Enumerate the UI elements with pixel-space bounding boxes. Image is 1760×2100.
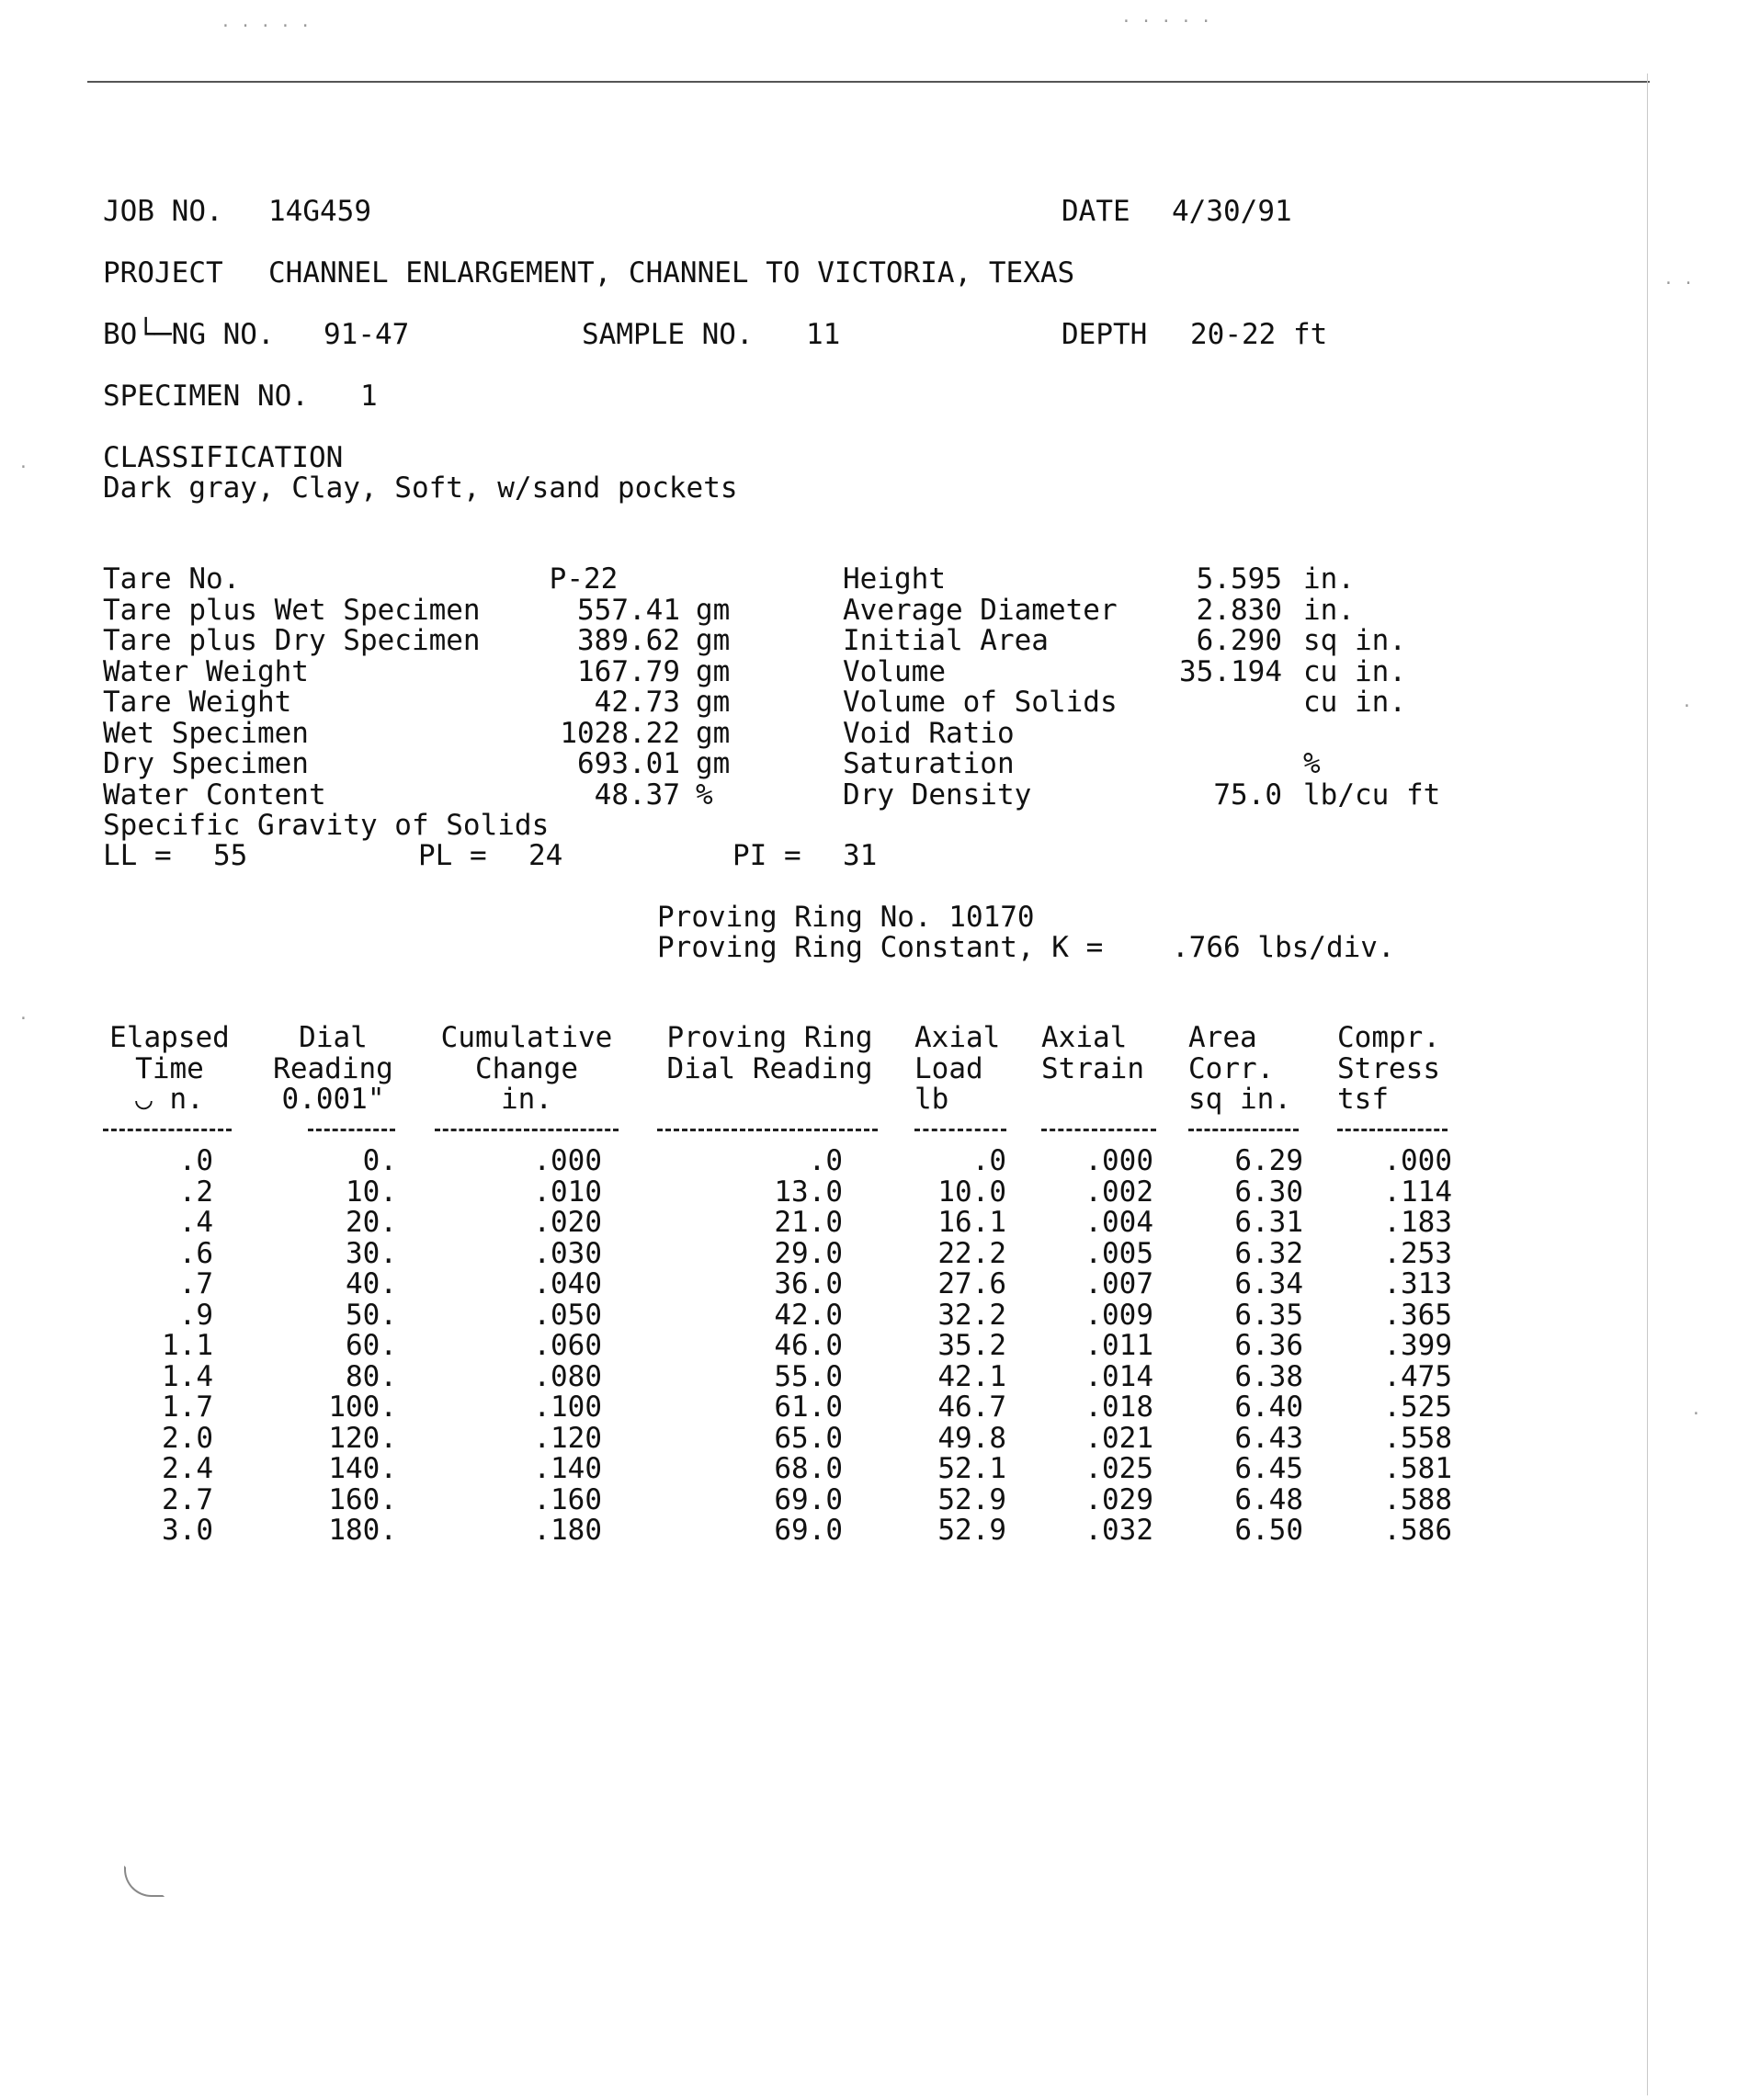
specimen-field-value: 557.41	[577, 593, 680, 627]
header-rule	[1337, 1129, 1448, 1131]
table-cell: 20.	[346, 1206, 397, 1239]
dimension-field-unit: %	[1303, 747, 1321, 780]
column-header: Cumulative	[440, 1021, 613, 1054]
table-cell: 46.7	[937, 1391, 1006, 1424]
table-cell: .032	[1084, 1514, 1153, 1547]
scan-speckle: ·	[18, 458, 28, 477]
table-cell: .180	[533, 1514, 602, 1547]
specimen-field-value: 1028.22	[560, 716, 680, 750]
dimension-field-value: 5.595	[1196, 562, 1282, 596]
table-cell: 42.0	[774, 1298, 843, 1332]
dimension-field-unit: cu in.	[1303, 686, 1406, 719]
table-cell: 1.4	[162, 1359, 213, 1393]
header-rule	[657, 1129, 878, 1131]
column-header: Compr.	[1337, 1021, 1440, 1054]
column-header: Stress	[1337, 1051, 1440, 1085]
table-cell: .011	[1084, 1329, 1153, 1362]
specimen-field-label: Wet Specimen	[103, 716, 309, 750]
job-number: 14G459	[268, 195, 371, 228]
table-cell: 16.1	[937, 1206, 1006, 1239]
table-cell: .588	[1383, 1482, 1452, 1516]
dimension-field-value: 35.194	[1179, 654, 1282, 688]
table-cell: .080	[533, 1359, 602, 1393]
table-cell: 49.8	[937, 1421, 1006, 1455]
table-cell: 6.29	[1234, 1144, 1303, 1177]
specimen-field-value: P-22	[549, 562, 619, 596]
table-cell: 180.	[328, 1514, 397, 1547]
table-cell: 6.31	[1234, 1206, 1303, 1239]
table-cell: 22.2	[937, 1236, 1006, 1270]
top-rule	[87, 81, 1650, 83]
table-cell: 6.50	[1234, 1514, 1303, 1547]
dimension-field-unit: in.	[1303, 562, 1355, 596]
table-cell: 6.30	[1234, 1175, 1303, 1209]
pl-label: PL =	[418, 839, 487, 872]
column-header: 0.001"	[281, 1083, 385, 1116]
specimen-field-label: Tare plus Wet Specimen	[103, 593, 481, 627]
table-cell: 0.	[362, 1144, 397, 1177]
classification-value: Dark gray, Clay, Soft, w/sand pockets	[103, 471, 738, 505]
specimen-field-unit: %	[696, 778, 713, 812]
table-cell: .021	[1084, 1421, 1153, 1455]
specimen-field-label: Tare No.	[103, 562, 241, 596]
table-cell: 6.40	[1234, 1391, 1303, 1424]
table-cell: .025	[1084, 1452, 1153, 1485]
table-cell: .029	[1084, 1482, 1153, 1516]
table-cell: .558	[1383, 1421, 1452, 1455]
table-cell: 80.	[346, 1359, 397, 1393]
pi-value: 31	[843, 839, 878, 872]
job-label: JOB NO.	[103, 195, 223, 228]
table-cell: .253	[1383, 1236, 1452, 1270]
dimension-field-value: 75.0	[1213, 778, 1282, 812]
dimension-field-label: Dry Density	[843, 778, 1032, 812]
table-cell: 2.0	[162, 1421, 213, 1455]
specimen-field-value: 693.01	[577, 747, 680, 780]
dimension-field-label: Saturation	[843, 747, 1015, 780]
column-header: Strain	[1041, 1051, 1144, 1085]
column-header: Axial	[914, 1021, 1001, 1054]
table-cell: .014	[1084, 1359, 1153, 1393]
specimen-field-label: Water Weight	[103, 654, 309, 688]
table-cell: 2.4	[162, 1452, 213, 1485]
proving-ring-constant-value: .766 lbs/div.	[1172, 931, 1395, 964]
table-cell: 6.45	[1234, 1452, 1303, 1485]
table-cell: .2	[178, 1175, 213, 1209]
specimen-field-unit: gm	[696, 686, 731, 719]
table-cell: .000	[1383, 1144, 1452, 1177]
table-cell: 10.	[346, 1175, 397, 1209]
specimen-field-value: 167.79	[577, 654, 680, 688]
classification-label: CLASSIFICATION	[103, 441, 344, 474]
scan-speckle: ·	[1691, 1404, 1701, 1424]
table-cell: 21.0	[774, 1206, 843, 1239]
table-cell: .581	[1383, 1452, 1452, 1485]
project-value: CHANNEL ENLARGEMENT, CHANNEL TO VICTORIA, TEXAS	[268, 256, 1075, 289]
table-cell: 36.0	[774, 1267, 843, 1300]
column-header: Axial	[1041, 1021, 1128, 1054]
table-cell: .007	[1084, 1267, 1153, 1300]
depth-value: 20-22 ft	[1190, 318, 1328, 351]
specimen-field-unit: gm	[696, 716, 731, 750]
table-cell: 50.	[346, 1298, 397, 1332]
table-cell: 140.	[328, 1452, 397, 1485]
column-header: lb	[914, 1083, 949, 1116]
scan-speckle: · · · · ·	[1121, 12, 1211, 31]
table-cell: .002	[1084, 1175, 1153, 1209]
column-header: tsf	[1337, 1083, 1389, 1116]
specimen-field-unit: gm	[696, 593, 731, 627]
table-cell: .6	[178, 1236, 213, 1270]
table-cell: 29.0	[774, 1236, 843, 1270]
table-cell: 1.7	[162, 1391, 213, 1424]
table-cell: 52.9	[937, 1482, 1006, 1516]
table-cell: 2.7	[162, 1482, 213, 1516]
table-cell: 35.2	[937, 1329, 1006, 1362]
table-cell: .018	[1084, 1391, 1153, 1424]
proving-ring-constant-label: Proving Ring Constant, K =	[657, 931, 1104, 964]
table-cell: .005	[1084, 1236, 1153, 1270]
column-header: Dial	[299, 1021, 368, 1054]
table-cell: .004	[1084, 1206, 1153, 1239]
table-cell: .140	[533, 1452, 602, 1485]
column-header: ◡ n.	[135, 1083, 204, 1116]
dimension-field-unit: in.	[1303, 593, 1355, 627]
specimen-label: SPECIMEN NO.	[103, 380, 309, 413]
page-edge-line	[1647, 74, 1648, 2095]
scan-speckle: · ·	[1663, 274, 1694, 293]
sample-number: 11	[806, 318, 841, 351]
table-cell: 60.	[346, 1329, 397, 1362]
table-cell: 69.0	[774, 1514, 843, 1547]
specimen-field-value: 42.73	[594, 686, 680, 719]
column-header: Time	[135, 1051, 204, 1085]
table-cell: 69.0	[774, 1482, 843, 1516]
dimension-field-value: 2.830	[1196, 593, 1282, 627]
table-cell: .100	[533, 1391, 602, 1424]
ll-label: LL =	[103, 839, 172, 872]
dimension-field-label: Volume	[843, 654, 946, 688]
table-cell: 6.43	[1234, 1421, 1303, 1455]
dimension-field-label: Initial Area	[843, 624, 1049, 657]
specimen-field-unit: gm	[696, 624, 731, 657]
header-rule	[1188, 1129, 1299, 1131]
boring-number: 91-47	[324, 318, 410, 351]
table-cell: .586	[1383, 1514, 1452, 1547]
dimension-field-label: Volume of Solids	[843, 686, 1118, 719]
table-cell: .313	[1383, 1267, 1452, 1300]
table-cell: .365	[1383, 1298, 1452, 1332]
specimen-number: 1	[360, 380, 378, 413]
boring-label: BO└─NG NO.	[103, 318, 275, 351]
column-header: Corr.	[1188, 1051, 1275, 1085]
table-cell: 40.	[346, 1267, 397, 1300]
depth-label: DEPTH	[1062, 318, 1148, 351]
dimension-field-label: Void Ratio	[843, 716, 1015, 750]
table-cell: 6.32	[1234, 1236, 1303, 1270]
table-cell: .020	[533, 1206, 602, 1239]
table-cell: 1.1	[162, 1329, 213, 1362]
table-cell: 27.6	[937, 1267, 1006, 1300]
specimen-field-label: Tare plus Dry Specimen	[103, 624, 481, 657]
table-cell: .009	[1084, 1298, 1153, 1332]
proving-ring-number: Proving Ring No. 10170	[657, 901, 1035, 934]
scan-speckle: ·	[1682, 697, 1692, 716]
table-cell: 52.9	[937, 1514, 1006, 1547]
table-cell: .7	[178, 1267, 213, 1300]
stray-mark	[124, 1866, 165, 1897]
table-cell: 46.0	[774, 1329, 843, 1362]
table-cell: 61.0	[774, 1391, 843, 1424]
date-value: 4/30/91	[1172, 195, 1292, 228]
specimen-field-label: Dry Specimen	[103, 747, 309, 780]
table-cell: .010	[533, 1175, 602, 1209]
table-cell: .0	[808, 1144, 843, 1177]
column-header: sq in.	[1188, 1083, 1291, 1116]
table-cell: .0	[178, 1144, 213, 1177]
table-cell: .0	[971, 1144, 1006, 1177]
table-cell: 68.0	[774, 1452, 843, 1485]
column-header: Elapsed	[109, 1021, 230, 1054]
ll-value: 55	[213, 839, 248, 872]
specimen-field-value: 48.37	[594, 778, 680, 812]
table-cell: .9	[178, 1298, 213, 1332]
dimension-field-label: Height	[843, 562, 946, 596]
table-cell: .000	[533, 1144, 602, 1177]
table-cell: .060	[533, 1329, 602, 1362]
table-cell: 30.	[346, 1236, 397, 1270]
table-cell: 100.	[328, 1391, 397, 1424]
table-cell: 10.0	[937, 1175, 1006, 1209]
table-cell: .183	[1383, 1206, 1452, 1239]
column-header: Dial Reading	[666, 1051, 873, 1085]
table-cell: .030	[533, 1236, 602, 1270]
dimension-field-unit: sq in.	[1303, 624, 1406, 657]
specific-gravity-label: Specific Gravity of Solids	[103, 809, 550, 842]
column-header: Change	[475, 1051, 578, 1085]
scan-speckle: · · · · ·	[221, 17, 311, 36]
column-header: Reading	[273, 1051, 393, 1085]
table-cell: 6.38	[1234, 1359, 1303, 1393]
dimension-field-label: Average Diameter	[843, 593, 1118, 627]
dimension-field-value: 6.290	[1196, 624, 1282, 657]
specimen-field-label: Water Content	[103, 778, 326, 812]
table-cell: .000	[1084, 1144, 1153, 1177]
table-cell: 55.0	[774, 1359, 843, 1393]
table-cell: .525	[1383, 1391, 1452, 1424]
specimen-field-value: 389.62	[577, 624, 680, 657]
table-cell: .399	[1383, 1329, 1452, 1362]
column-header: Load	[914, 1051, 983, 1085]
project-label: PROJECT	[103, 256, 223, 289]
table-cell: 160.	[328, 1482, 397, 1516]
sample-label: SAMPLE NO.	[582, 318, 754, 351]
table-cell: 52.1	[937, 1452, 1006, 1485]
table-cell: .475	[1383, 1359, 1452, 1393]
table-cell: .114	[1383, 1175, 1452, 1209]
scan-speckle: ·	[18, 1009, 28, 1028]
header-rule	[1041, 1129, 1156, 1131]
pi-label: PI =	[732, 839, 801, 872]
header-rule	[914, 1129, 1006, 1131]
table-cell: 6.35	[1234, 1298, 1303, 1332]
table-cell: 6.34	[1234, 1267, 1303, 1300]
column-header: in.	[501, 1083, 552, 1116]
table-cell: 6.48	[1234, 1482, 1303, 1516]
table-cell: 65.0	[774, 1421, 843, 1455]
column-header: Proving Ring	[666, 1021, 873, 1054]
pl-value: 24	[528, 839, 563, 872]
table-cell: 3.0	[162, 1514, 213, 1547]
table-cell: .040	[533, 1267, 602, 1300]
table-cell: .050	[533, 1298, 602, 1332]
table-cell: 42.1	[937, 1359, 1006, 1393]
table-cell: .120	[533, 1421, 602, 1455]
header-rule	[103, 1129, 232, 1131]
table-cell: 13.0	[774, 1175, 843, 1209]
dimension-field-unit: lb/cu ft	[1303, 778, 1441, 812]
column-header: Area	[1188, 1021, 1257, 1054]
table-cell: 120.	[328, 1421, 397, 1455]
specimen-field-unit: gm	[696, 747, 731, 780]
dimension-field-unit: cu in.	[1303, 654, 1406, 688]
date-label: DATE	[1062, 195, 1130, 228]
specimen-field-label: Tare Weight	[103, 686, 292, 719]
header-rule	[308, 1129, 395, 1131]
table-cell: .4	[178, 1206, 213, 1239]
specimen-field-unit: gm	[696, 654, 731, 688]
table-cell: .160	[533, 1482, 602, 1516]
header-rule	[435, 1129, 619, 1131]
table-cell: 6.36	[1234, 1329, 1303, 1362]
table-cell: 32.2	[937, 1298, 1006, 1332]
